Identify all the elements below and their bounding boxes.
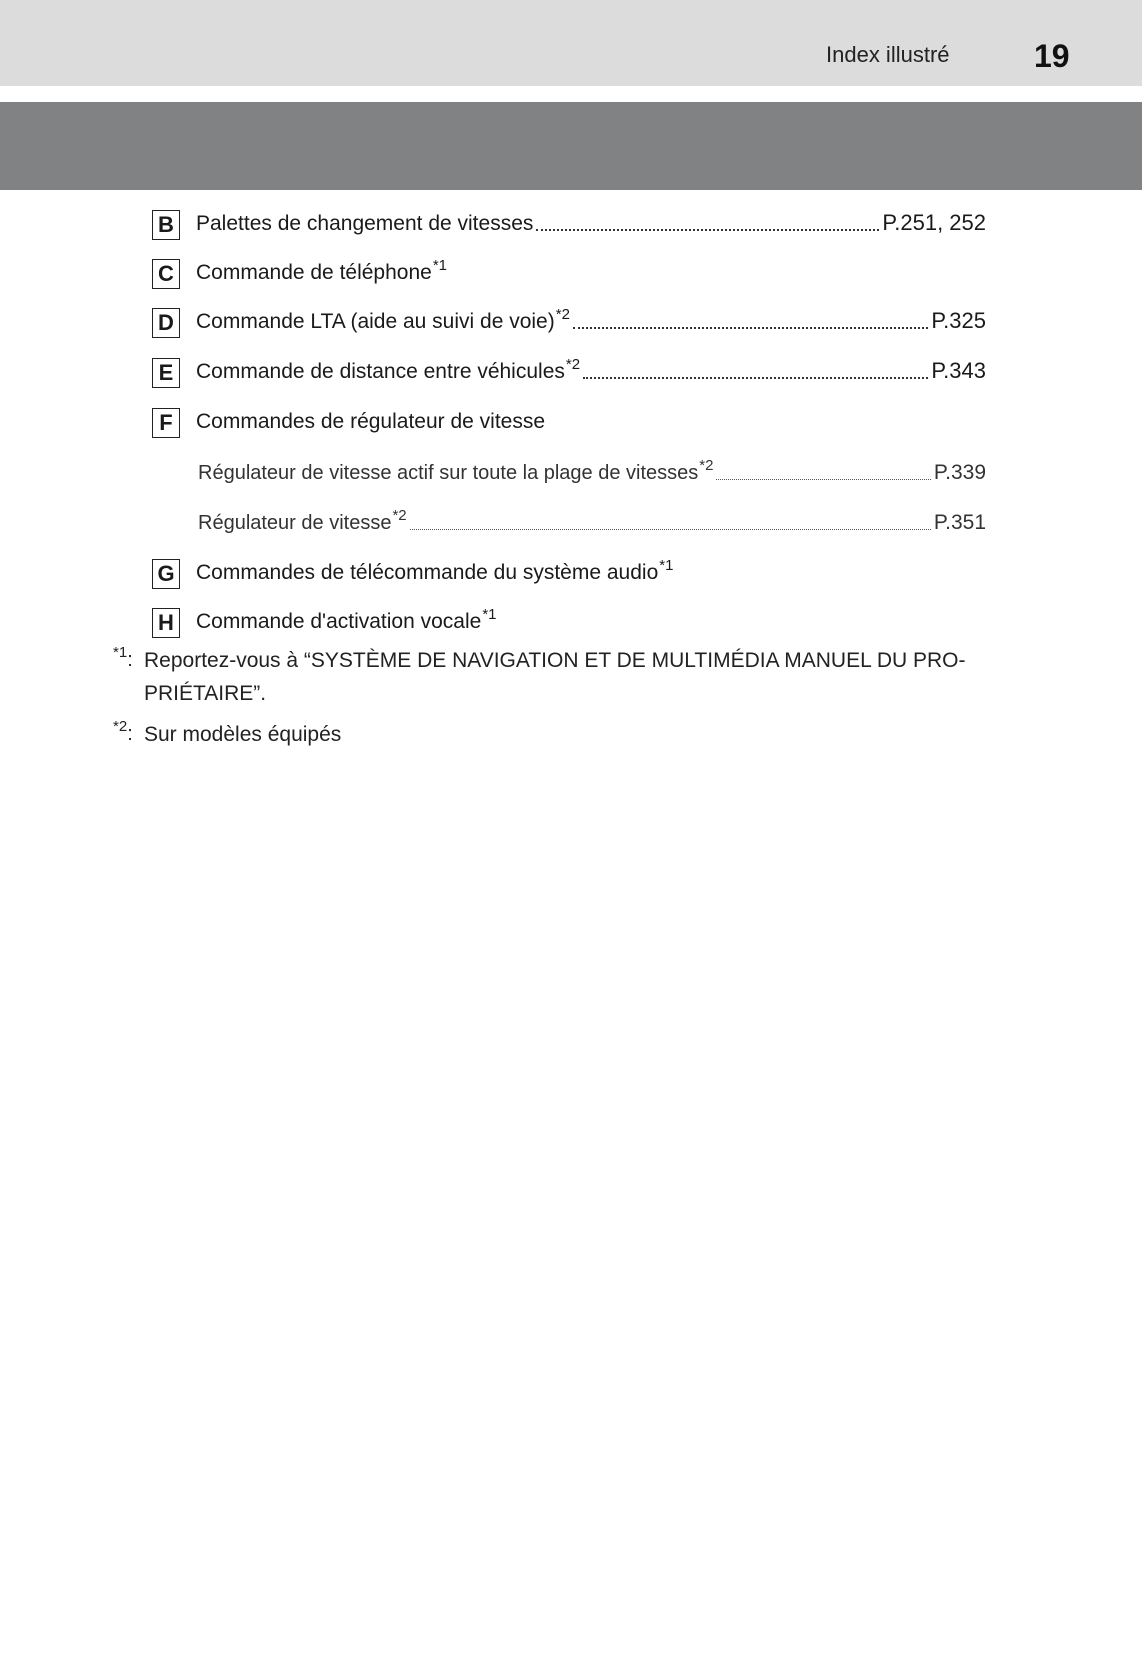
footnote-mark xyxy=(112,644,133,672)
entry-label xyxy=(196,257,447,285)
footnote-marker: *1 xyxy=(482,606,497,623)
dot-leader xyxy=(583,376,928,379)
header-band xyxy=(0,0,1142,86)
footnote-mark xyxy=(112,718,133,746)
entry-letter-box: E xyxy=(152,358,180,388)
footnote-marker: *1 xyxy=(432,257,448,274)
dot-leader xyxy=(716,478,930,480)
dot-leader xyxy=(573,326,928,329)
page-reference-link[interactable]: P.343 xyxy=(931,358,986,383)
entry-letter-box: B xyxy=(152,210,180,240)
footnote-marker: *2 xyxy=(699,457,714,474)
entry-label-text: Commande de téléphone xyxy=(196,261,432,284)
entry-label-text: Commande d'activation vocale xyxy=(196,610,482,633)
sub-entry-label-text: Régulateur de vitesse actif sur toute la plage de vitesses xyxy=(198,462,699,484)
index-entry-e xyxy=(152,350,986,384)
page-reference-link[interactable]: P.325 xyxy=(931,308,986,333)
index-entry-d xyxy=(152,300,986,334)
entry-letter-box: D xyxy=(152,308,180,338)
index-entry-h xyxy=(152,600,986,634)
footnote-text: Reportez-vous à “SYSTÈME DE NAVIGATION ET DE MULTIMÉDIA MANUEL DU PRO-PRIÉTAIRE”. xyxy=(144,649,966,705)
entry-letter-box: H xyxy=(152,608,180,638)
footnote-marker: *2 xyxy=(565,356,581,373)
footnote-mark-symbol: *2 xyxy=(113,718,128,735)
footnote-mark-suffix: : xyxy=(127,723,133,745)
index-entry-b xyxy=(152,202,986,236)
dot-leader xyxy=(536,228,879,231)
entry-label xyxy=(196,306,570,334)
section-title: Index illustré xyxy=(826,42,950,67)
sub-entry-label xyxy=(198,507,407,535)
entry-letter-box: G xyxy=(152,559,180,589)
sub-entry-label xyxy=(198,457,713,485)
footnote-marker: *2 xyxy=(392,507,407,524)
entry-label-text: Commandes de télécommande du système audio xyxy=(196,561,659,584)
footnote-text: Sur modèles équipés xyxy=(144,723,342,746)
footnote-mark-suffix: : xyxy=(127,649,133,671)
footnote-marker: *2 xyxy=(555,306,570,323)
index-entry-g xyxy=(152,551,986,585)
index-sub-entry xyxy=(198,501,986,535)
entry-label xyxy=(196,557,673,585)
entry-label xyxy=(196,606,497,634)
index-entry-c xyxy=(152,251,986,285)
entry-letter-box: C xyxy=(152,259,180,289)
footnote-marker: *1 xyxy=(659,557,674,574)
entry-label-text: Commande de distance entre véhicules xyxy=(196,360,565,383)
entry-label xyxy=(196,356,580,384)
entry-label-text: Commande LTA (aide au suivi de voie) xyxy=(196,310,555,333)
entry-label: Palettes de changement de vitesses xyxy=(196,212,534,235)
page-reference-link[interactable]: P.351 xyxy=(933,511,986,534)
footnote-mark-symbol: *1 xyxy=(113,644,128,661)
index-entry-f xyxy=(152,400,986,434)
dot-leader xyxy=(410,528,931,530)
entry-letter-box: F xyxy=(152,408,180,438)
entry-label: Commandes de régulateur de vitesse xyxy=(196,410,546,433)
page-reference-link[interactable]: P.251, 252 xyxy=(882,210,986,235)
page-number: 19 xyxy=(1034,38,1070,74)
sub-entry-label-text: Régulateur de vitesse xyxy=(198,512,392,534)
page-reference-link[interactable]: P.339 xyxy=(933,461,986,484)
dark-band xyxy=(0,102,1142,190)
index-sub-entry xyxy=(198,451,986,485)
